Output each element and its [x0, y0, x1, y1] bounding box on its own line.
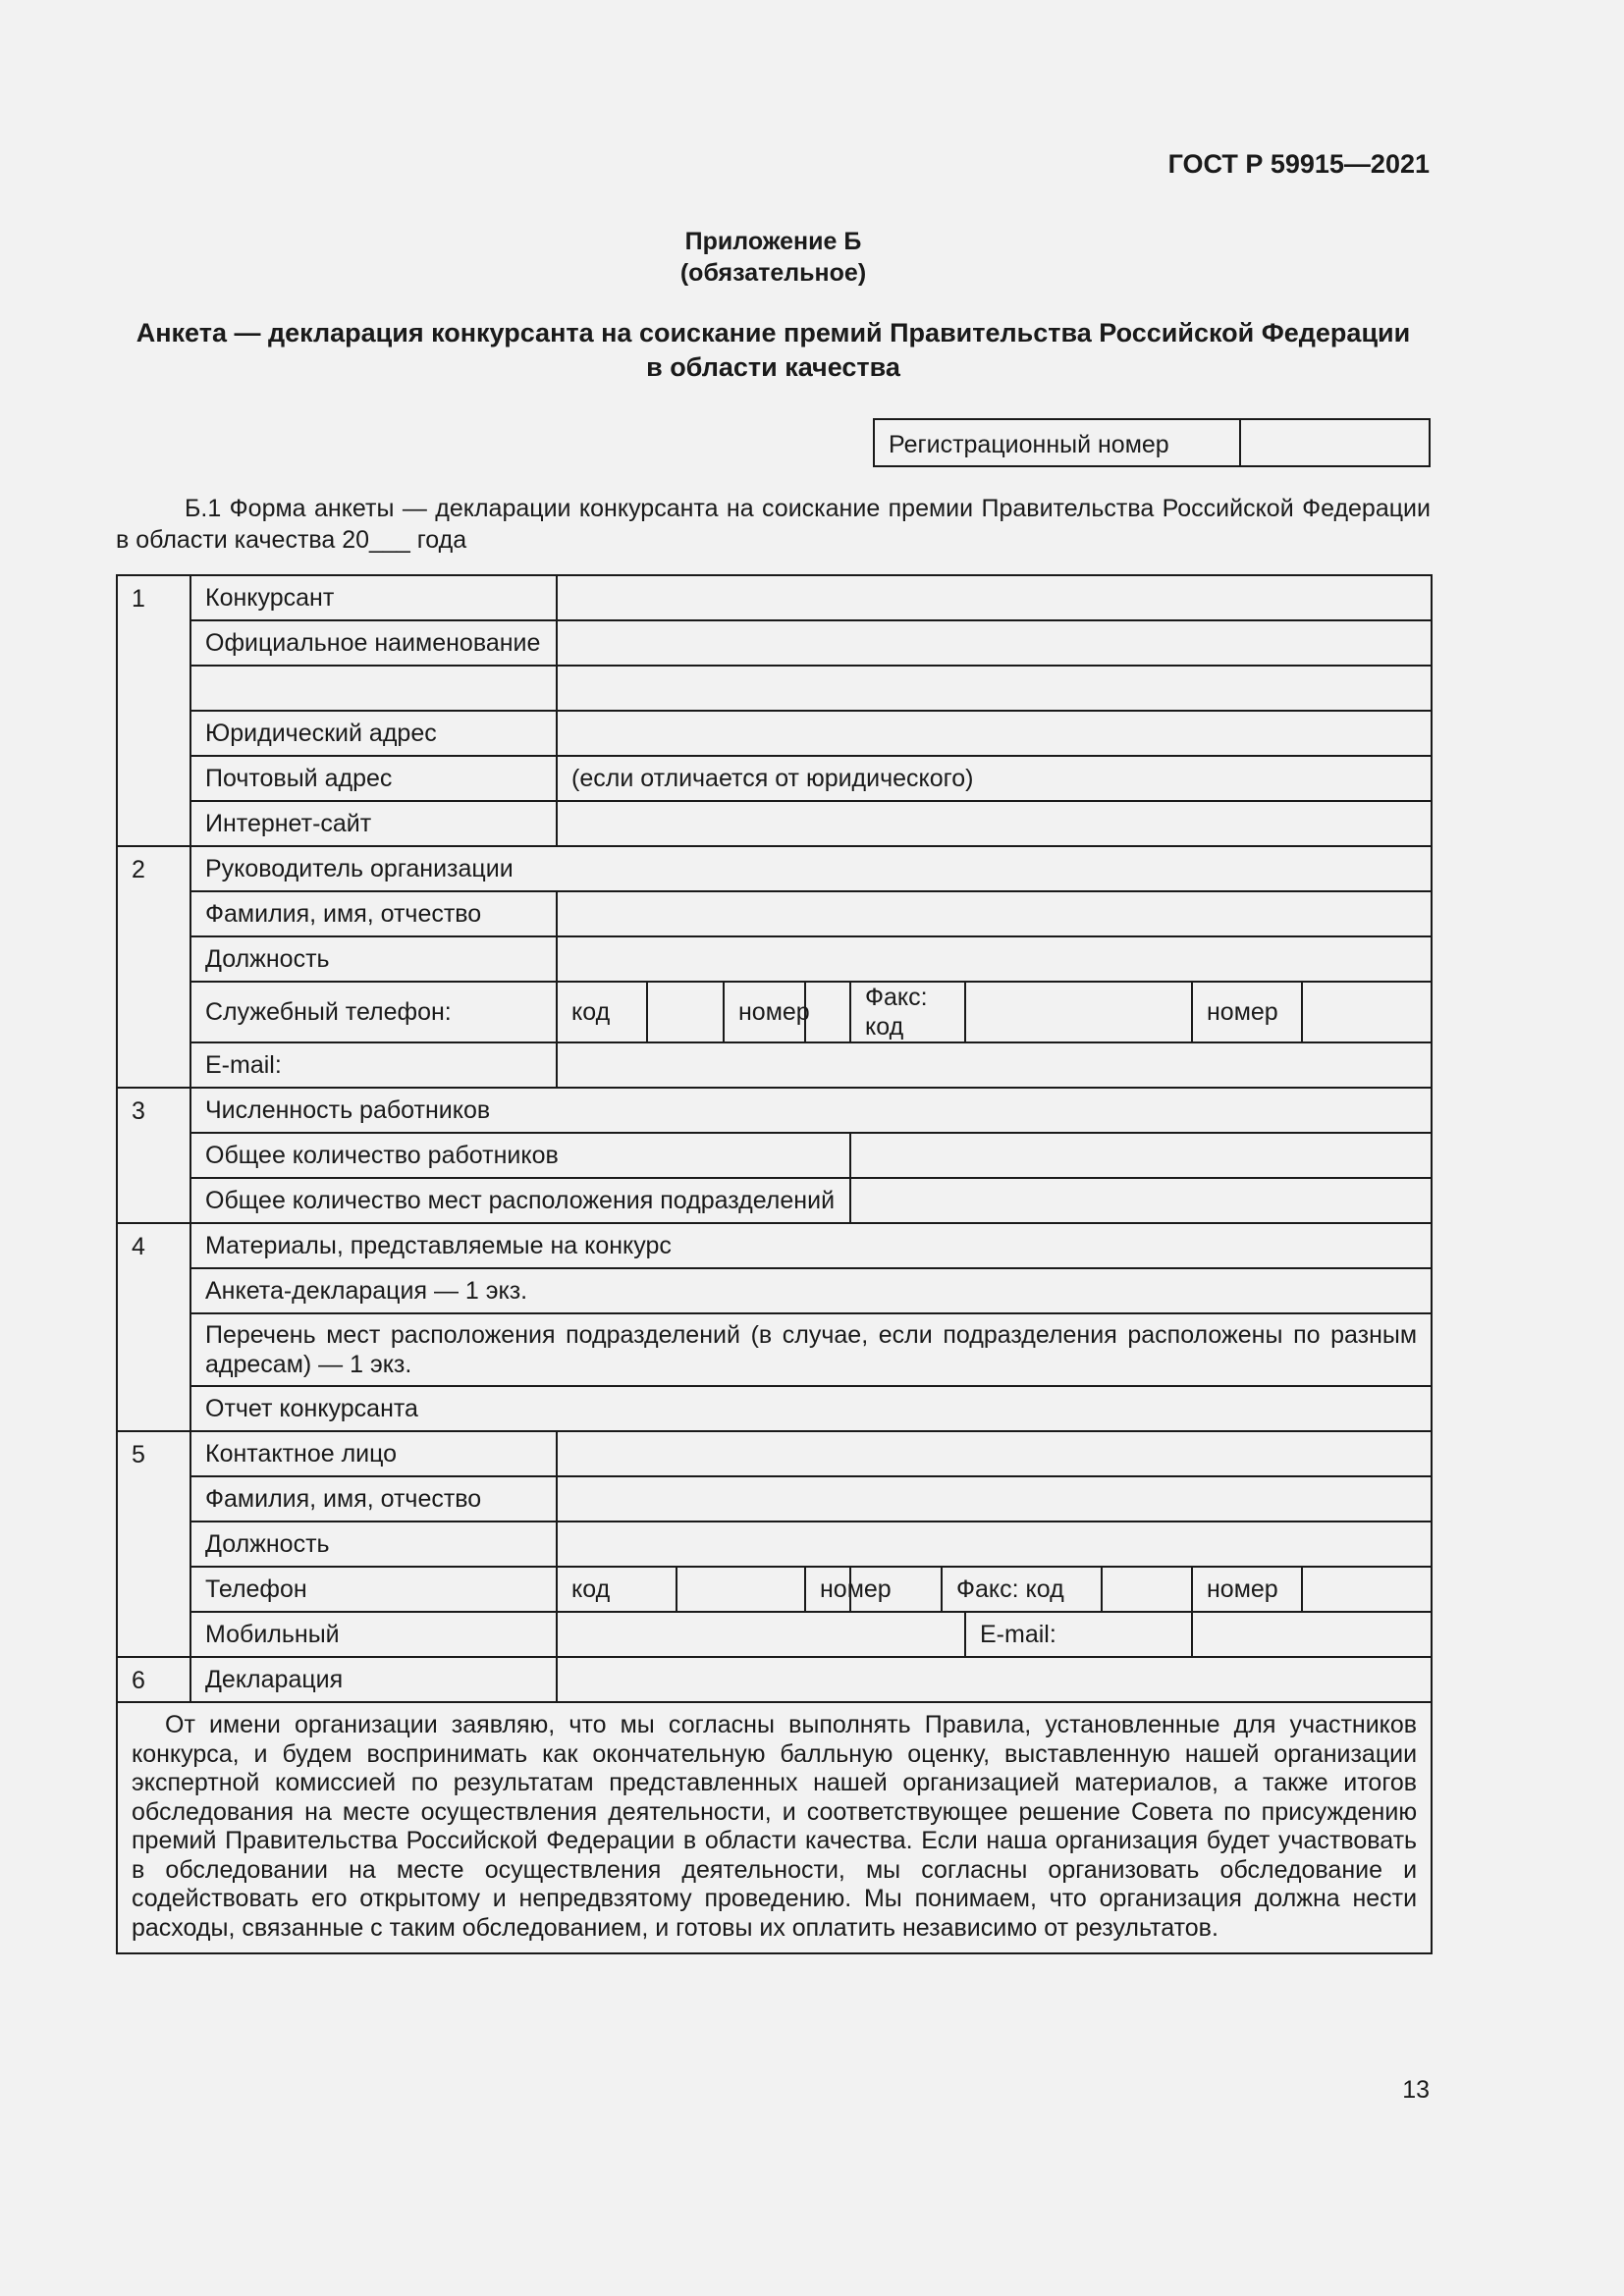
- section-2-row-email: [117, 1042, 1432, 1088]
- official-name-label: Официальное наименование: [190, 620, 557, 666]
- section-4-row-report: [117, 1386, 1432, 1431]
- head-full-name-label: Фамилия, имя, отчество: [190, 891, 557, 936]
- declaration-field: [557, 1657, 1432, 1702]
- contact-person-field[interactable]: [557, 1431, 1432, 1476]
- registration-number-box: [873, 418, 1431, 467]
- website-label: Интернет-сайт: [190, 801, 557, 846]
- section-1-number: 1: [117, 575, 190, 846]
- phone-number-label: номер: [724, 982, 805, 1042]
- fax-code-field[interactable]: [965, 982, 1192, 1042]
- blank-label-cell: [190, 666, 557, 711]
- website-field[interactable]: [557, 801, 1432, 846]
- section-6-number: 6: [117, 1657, 190, 1702]
- section-1-row-website: [117, 801, 1432, 846]
- head-full-name-field[interactable]: [557, 891, 1432, 936]
- section-4-number: 4: [117, 1223, 190, 1431]
- declaration-text: От имени организации заявляю, что мы согласны выполнять Правила, установленные для участников конкурса, и будем воспринимать как окончательную балльную оценку, выставленную нашей организации экспертной комиссией по результатам представленных нашей организацией материалов, а также итогов обследования на месте осуществления деятельности, и соответствующее решение Совета по присуждению премий Правительства Российской Федерации в области качества. Если наша организация будет участвовать в обследовании на месте осуществления деятельности, мы согласны организовать обследование и содействовать его открытому и непредвзятому проведению. Мы понимаем, что организация должна нести расходы, связанные с таким обследованием, и готовы их оплатить независимо от результатов.: [117, 1702, 1432, 1953]
- title-line-2: в области качества: [646, 352, 900, 382]
- section-3-row-total-employees: [117, 1133, 1432, 1178]
- legal-address-field[interactable]: [557, 711, 1432, 756]
- contact-phone-number-label: номер: [805, 1567, 850, 1612]
- phone-code-field[interactable]: [647, 982, 724, 1042]
- appendix-heading: [0, 226, 1546, 289]
- contact-position-field[interactable]: [557, 1522, 1432, 1567]
- postal-address-label: Почтовый адрес: [190, 756, 557, 801]
- contact-phone-code-field[interactable]: [677, 1567, 805, 1612]
- section-5-row-mobile: [117, 1612, 1432, 1657]
- contact-email-field[interactable]: [1192, 1612, 1432, 1657]
- contact-fax-code-label: Факс: код: [942, 1567, 1102, 1612]
- section-6-row-declaration-text: [117, 1702, 1432, 1953]
- section-5-number: 5: [117, 1431, 190, 1657]
- section-3-row-locations: [117, 1178, 1432, 1223]
- legal-address-label: Юридический адрес: [190, 711, 557, 756]
- contact-email-label: E-mail:: [965, 1612, 1192, 1657]
- contact-fax-number-label: номер: [1192, 1567, 1302, 1612]
- section-5-row-contact: [117, 1431, 1432, 1476]
- section-2-number: 2: [117, 846, 190, 1088]
- appendix-label: Приложение Б: [684, 228, 862, 255]
- section-2-row-full-name: [117, 891, 1432, 936]
- declaration-label: Декларация: [190, 1657, 557, 1702]
- registration-number-field[interactable]: [1241, 420, 1429, 465]
- contact-fax-number-field[interactable]: [1302, 1567, 1432, 1612]
- office-phone-label: Служебный телефон:: [190, 982, 557, 1042]
- official-name-field[interactable]: [557, 620, 1432, 666]
- total-employees-field[interactable]: [850, 1133, 1432, 1178]
- head-email-field[interactable]: [557, 1042, 1432, 1088]
- fax-code-label: Факс: код: [850, 982, 965, 1042]
- contact-position-label: Должность: [190, 1522, 557, 1567]
- head-of-organization-heading: Руководитель организации: [190, 846, 1432, 891]
- total-locations-label: Общее количество мест расположения подразделений: [190, 1178, 850, 1223]
- form-intro: Б.1 Форма анкеты — декларации конкурсанта на соискание премии Правительства Российской Федерации в области качества 20___ года: [116, 495, 1431, 554]
- section-2-row-head: [117, 846, 1432, 891]
- appendix-note: (обязательное): [679, 259, 867, 287]
- locations-list-item: Перечень мест расположения подразделений (в случае, если подразделения расположены по разным адресам) — 1 экз.: [190, 1313, 1432, 1386]
- section-2-row-position: [117, 936, 1432, 982]
- section-1-row-blank: [117, 666, 1432, 711]
- materials-heading: Материалы, представляемые на конкурс: [190, 1223, 1432, 1268]
- section-2-row-phone: [117, 982, 1432, 1042]
- head-email-label: E-mail:: [190, 1042, 557, 1088]
- head-position-field[interactable]: [557, 936, 1432, 982]
- official-name-field-2[interactable]: [557, 666, 1432, 711]
- contact-fax-code-field[interactable]: [1102, 1567, 1192, 1612]
- page-number: 13: [1402, 2076, 1430, 2104]
- contact-full-name-field[interactable]: [557, 1476, 1432, 1522]
- application-form-table: [116, 574, 1433, 1954]
- head-position-label: Должность: [190, 936, 557, 982]
- contact-full-name-label: Фамилия, имя, отчество: [190, 1476, 557, 1522]
- section-4-row-locations-list: [117, 1313, 1432, 1386]
- section-1-row-competitor: [117, 575, 1432, 620]
- section-4-row-questionnaire: [117, 1268, 1432, 1313]
- mobile-label: Мобильный: [190, 1612, 557, 1657]
- section-6-row-declaration: [117, 1657, 1432, 1702]
- headcount-heading: Численность работников: [190, 1088, 1432, 1133]
- section-1-row-legal-address: [117, 711, 1432, 756]
- mobile-field[interactable]: [557, 1612, 965, 1657]
- questionnaire-item: Анкета-декларация — 1 экз.: [190, 1268, 1432, 1313]
- section-5-row-position: [117, 1522, 1432, 1567]
- contact-person-label: Контактное лицо: [190, 1431, 557, 1476]
- phone-code-label: код: [557, 982, 647, 1042]
- document-title: [116, 316, 1431, 385]
- section-1-row-postal-address: [117, 756, 1432, 801]
- total-locations-field[interactable]: [850, 1178, 1432, 1223]
- competitor-report-item: Отчет конкурсанта: [190, 1386, 1432, 1431]
- contact-phone-code-label: код: [557, 1567, 677, 1612]
- competitor-field[interactable]: [557, 575, 1432, 620]
- fax-number-label: номер: [1192, 982, 1302, 1042]
- registration-number-label: Регистрационный номер: [875, 420, 1241, 465]
- section-5-row-full-name: [117, 1476, 1432, 1522]
- competitor-label: Конкурсант: [190, 575, 557, 620]
- section-1-row-official-name: [117, 620, 1432, 666]
- section-3-row-headcount: [117, 1088, 1432, 1133]
- section-3-number: 3: [117, 1088, 190, 1223]
- standard-number: ГОСТ Р 59915—2021: [1167, 149, 1430, 179]
- section-4-row-materials: [117, 1223, 1432, 1268]
- fax-number-field[interactable]: [1302, 982, 1432, 1042]
- postal-address-field[interactable]: (если отличается от юридического): [557, 756, 1432, 801]
- title-line-1: Анкета — декларация конкурсанта на соискание премий Правительства Российской Федерации: [135, 318, 1411, 347]
- section-5-row-phone: [117, 1567, 1432, 1612]
- contact-phone-label: Телефон: [190, 1567, 557, 1612]
- phone-number-field[interactable]: [805, 982, 850, 1042]
- total-employees-label: Общее количество работников: [190, 1133, 850, 1178]
